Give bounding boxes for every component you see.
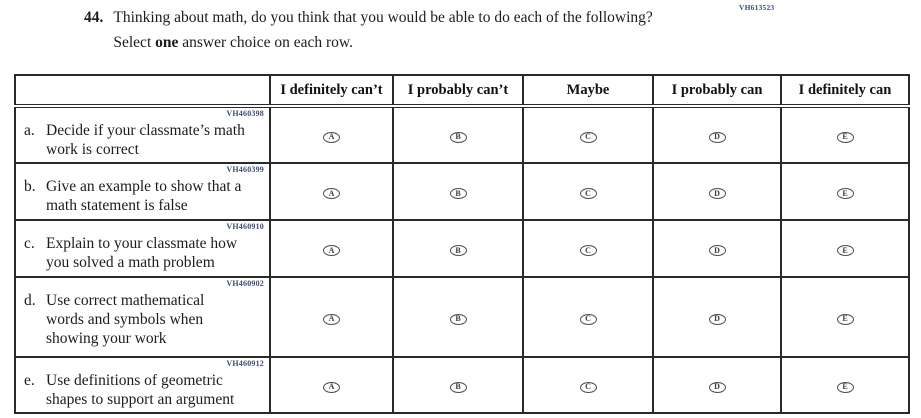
column-header-probably-can: I probably can bbox=[653, 75, 781, 106]
choice-cell bbox=[270, 357, 393, 413]
answer-bubble-a-A[interactable]: A bbox=[323, 132, 340, 143]
answer-grid-table bbox=[14, 74, 910, 414]
question-cell-a bbox=[15, 106, 270, 163]
item-code-b: VH460399 bbox=[226, 165, 264, 174]
question-block bbox=[84, 9, 653, 52]
item-label-c: c. bbox=[24, 235, 35, 252]
answer-bubble-b-A[interactable]: A bbox=[323, 188, 340, 199]
header-row bbox=[15, 75, 909, 106]
answer-bubble-e-A[interactable]: A bbox=[323, 382, 340, 393]
question-number: 44. bbox=[84, 9, 104, 26]
answer-bubble-a-C[interactable]: C bbox=[580, 132, 597, 143]
answer-bubble-d-E[interactable]: E bbox=[837, 314, 854, 325]
answer-bubble-a-E[interactable]: E bbox=[837, 132, 854, 143]
table-row-a bbox=[15, 106, 909, 163]
choice-cell bbox=[270, 106, 393, 163]
column-header-definitely-cant: I definitely can’t bbox=[270, 75, 393, 106]
item-code-d: VH460902 bbox=[226, 279, 264, 288]
accession-code-top-right: VH613523 bbox=[739, 3, 775, 12]
choice-cell bbox=[393, 163, 523, 220]
choice-cell bbox=[393, 106, 523, 163]
choice-cell bbox=[270, 220, 393, 277]
question-line2: Select one answer choice on each row. bbox=[113, 34, 353, 51]
choice-cell bbox=[781, 357, 909, 413]
question-cell-b bbox=[15, 163, 270, 220]
answer-bubble-b-B[interactable]: B bbox=[450, 188, 467, 199]
answer-bubble-c-B[interactable]: B bbox=[450, 245, 467, 256]
choice-cell bbox=[270, 277, 393, 357]
column-header-probably-cant: I probably can’t bbox=[393, 75, 523, 106]
answer-bubble-e-C[interactable]: C bbox=[580, 382, 597, 393]
answer-bubble-e-D[interactable]: D bbox=[709, 382, 726, 393]
answer-bubble-d-A[interactable]: A bbox=[323, 314, 340, 325]
item-text-b: Give an example to show that a math statement is false bbox=[46, 178, 242, 214]
choice-cell bbox=[523, 277, 653, 357]
choice-cell bbox=[393, 357, 523, 413]
choice-cell bbox=[653, 220, 781, 277]
item-label-e: e. bbox=[24, 372, 35, 389]
column-header-definitely-can: I definitely can bbox=[781, 75, 909, 106]
answer-bubble-a-B[interactable]: B bbox=[450, 132, 467, 143]
choice-cell bbox=[270, 163, 393, 220]
question-column-header bbox=[15, 75, 270, 106]
choice-cell bbox=[653, 277, 781, 357]
item-code-e: VH460912 bbox=[226, 359, 264, 368]
choice-cell bbox=[781, 277, 909, 357]
item-label-b: b. bbox=[24, 178, 36, 195]
choice-cell bbox=[653, 106, 781, 163]
question-cell-d bbox=[15, 277, 270, 357]
answer-bubble-d-C[interactable]: C bbox=[580, 314, 597, 325]
table-row-c bbox=[15, 220, 909, 277]
choice-cell bbox=[523, 357, 653, 413]
choice-cell bbox=[393, 220, 523, 277]
table-row-d bbox=[15, 277, 909, 357]
choice-cell bbox=[781, 220, 909, 277]
item-text-c: Explain to your classmate how you solved a math problem bbox=[46, 235, 238, 271]
item-code-a: VH460398 bbox=[226, 109, 264, 118]
item-text-a: Decide if your classmate’s math work is correct bbox=[46, 122, 245, 158]
question-text bbox=[113, 9, 652, 52]
answer-bubble-d-B[interactable]: B bbox=[450, 314, 467, 325]
question-line1: Thinking about math, do you think that you would be able to do each of the following? bbox=[113, 9, 653, 26]
question-cell-e bbox=[15, 357, 270, 413]
answer-bubble-c-C[interactable]: C bbox=[580, 245, 597, 256]
choice-cell bbox=[523, 163, 653, 220]
table-row-e bbox=[15, 357, 909, 413]
item-code-c: VH460910 bbox=[226, 222, 264, 231]
item-text-d: Use correct mathematical words and symbols when showing your work bbox=[46, 292, 205, 347]
question-cell-c bbox=[15, 220, 270, 277]
answer-bubble-a-D[interactable]: D bbox=[709, 132, 726, 143]
answer-bubble-b-C[interactable]: C bbox=[580, 188, 597, 199]
choice-cell bbox=[653, 163, 781, 220]
item-label-d: d. bbox=[24, 292, 36, 309]
choice-cell bbox=[781, 163, 909, 220]
answer-bubble-d-D[interactable]: D bbox=[709, 314, 726, 325]
answer-bubble-c-A[interactable]: A bbox=[323, 245, 340, 256]
answer-bubble-b-D[interactable]: D bbox=[709, 188, 726, 199]
item-text-e: Use definitions of geometric shapes to support an argument bbox=[46, 372, 235, 408]
answer-bubble-b-E[interactable]: E bbox=[837, 188, 854, 199]
choice-cell bbox=[523, 220, 653, 277]
answer-bubble-e-B[interactable]: B bbox=[450, 382, 467, 393]
table-row-b bbox=[15, 163, 909, 220]
answer-bubble-e-E[interactable]: E bbox=[837, 382, 854, 393]
choice-cell bbox=[393, 277, 523, 357]
choice-cell bbox=[781, 106, 909, 163]
answer-bubble-c-E[interactable]: E bbox=[837, 245, 854, 256]
column-header-maybe: Maybe bbox=[523, 75, 653, 106]
answer-bubble-c-D[interactable]: D bbox=[709, 245, 726, 256]
choice-cell bbox=[653, 357, 781, 413]
choice-cell bbox=[523, 106, 653, 163]
item-label-a: a. bbox=[24, 122, 35, 139]
